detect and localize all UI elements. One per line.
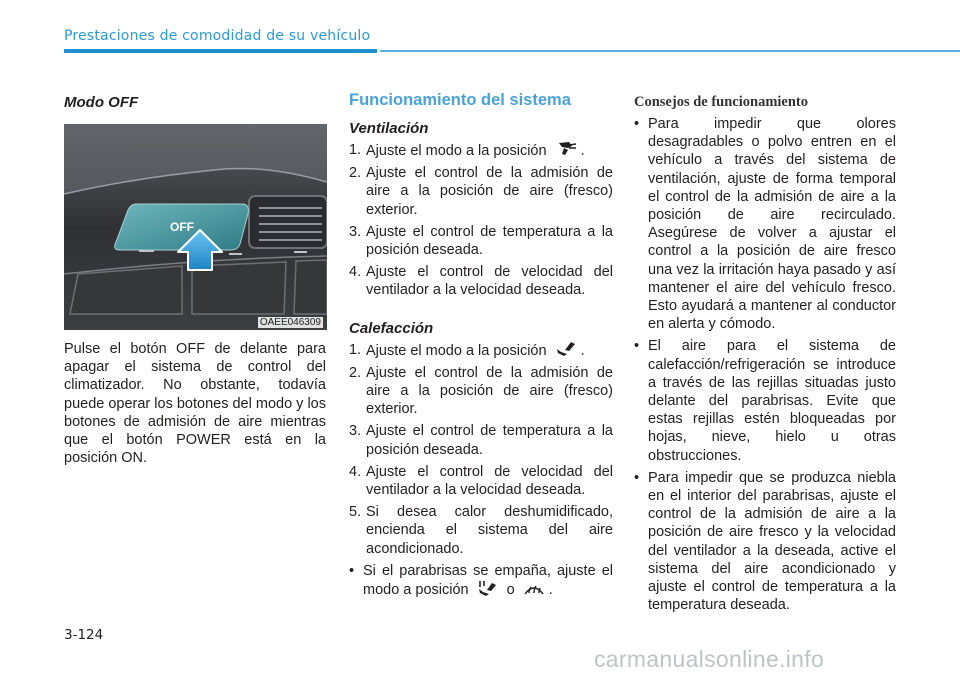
list-item: 4. Ajuste el control de velocidad del ventilador a la velocidad deseada.	[349, 463, 613, 499]
list-item: • Si el parabrisas se empaña, ajuste el modo a posición o .	[349, 562, 613, 599]
system-operation-title: Funcionamiento del sistema	[349, 91, 571, 109]
list-item: 3. Ajuste el control de temperatura a la posición deseada.	[349, 223, 613, 259]
tips-title: Consejos de funcionamiento	[634, 94, 809, 110]
section-header: Prestaciones de comodidad de su vehículo	[64, 28, 371, 44]
list-item: • El aire para el sistema de calefacción/refrigeración se introduce a través de las rejillas situadas justo delante del parabrisas. Evite que estas rejillas estén bloqueadas por hojas, nieve, hielo u otras obstrucciones.	[634, 338, 896, 464]
list-item: • Para impedir que se produzca niebla en el interior del parabrisas, ajuste el control de la admisión de aire a la posición de aire fresco y la velocidad del ventilador a la deseada, active el sistema del aire acondicionado y ajuste el control de temperatura a la temperatura deseada.	[634, 469, 896, 614]
ventilation-title: Ventilación	[349, 120, 429, 137]
list-item: 4. Ajuste el control de velocidad del ventilador a la velocidad deseada.	[349, 264, 613, 299]
page-number: 3-124	[64, 627, 104, 643]
system-operation-column	[349, 91, 613, 603]
header-rule-dark	[64, 49, 377, 53]
tips-list	[634, 115, 896, 614]
list-item: 2. Ajuste el control de la admisión de aire a la posición de aire (fresco) exterior.	[349, 165, 613, 218]
watermark: carmanualsonline.info	[594, 646, 825, 672]
off-button-photo	[64, 124, 327, 330]
photo-code: OAEE046309	[259, 317, 321, 328]
list-item: 3. Ajuste el control de temperatura a la posición deseada.	[349, 423, 613, 458]
list-item: 2. Ajuste el control de la admisión de aire a la posición de aire (fresco) exterior.	[349, 364, 613, 418]
modo-off-paragraph: Pulse el botón OFF de delante para apagar el sistema de control del climatizador. No obstante, todavía puede operar los botones del modo y los botones de admisión de aire mientras que el botón POWER está en la posición ON.	[64, 341, 326, 467]
ventilation-steps	[349, 141, 613, 300]
list-item: • Para impedir que olores desagradables o polvo entren en el vehículo a través del sistema de ventilación, ajuste de forma temporal el control de la admisión de aire a la posición de aire recirculado. Asegúrese de volver a ajustar el control a la posición de aire fresco una vez la irritación haya pasado y así mantener el aire del vehículo fresco. Esto ayudará a mantener al conductor en alerta y cómodo.	[634, 116, 896, 333]
header-rule-light	[380, 50, 960, 52]
list-item: 1. Ajuste el modo a la posición .	[349, 142, 585, 159]
floor-defrost-mode-icon	[477, 580, 499, 596]
face-vent-mode-icon	[555, 141, 577, 157]
list-item: 5. Si desea calor deshumidificado, encienda el sistema del aire acondicionado.	[349, 504, 613, 557]
heating-title: Calefacción	[349, 319, 434, 337]
tips-column	[634, 94, 896, 618]
list-item: 1. Ajuste el modo a la posición .	[349, 341, 585, 359]
modo-off-title: Modo OFF	[64, 94, 139, 111]
floor-mode-icon	[555, 341, 577, 357]
off-button-label: OFF	[170, 220, 194, 234]
heating-steps	[349, 341, 613, 600]
defrost-icon	[523, 580, 545, 596]
